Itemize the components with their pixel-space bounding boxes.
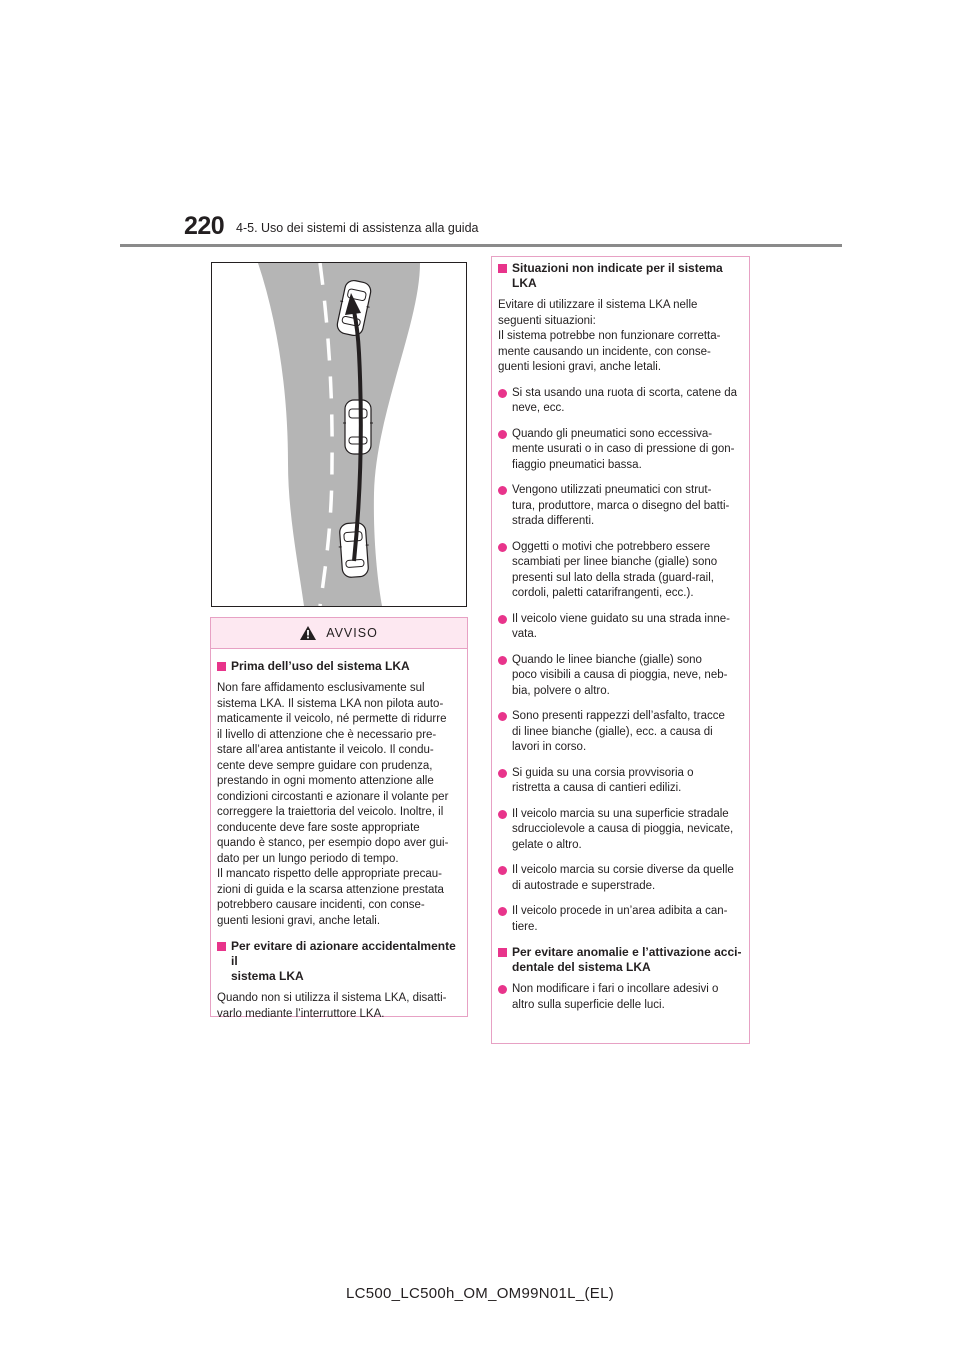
list-item — [498, 807, 743, 854]
pink-square-icon — [498, 264, 507, 273]
list-item — [498, 483, 743, 530]
list-item-text: Il veicolo marcia su corsie diverse da quelle di autostrade e superstrade. — [512, 864, 734, 892]
warning-box — [210, 617, 468, 1020]
bullet-dot-icon — [498, 810, 507, 819]
list-item-text: Il veicolo viene guidato su una strada inne- vata. — [512, 612, 731, 640]
warning-triangle-icon — [300, 626, 316, 640]
warning-header — [211, 618, 467, 649]
list-item — [498, 612, 743, 643]
list-item-text: Il veicolo marcia su una superficie stradale sdrucciolevole a causa di pioggia, nevicate, gelate o altro. — [512, 807, 734, 851]
warning-heading-text: Prima dell’uso del sistema LKA — [231, 659, 410, 673]
list-item-text: Vengono utilizzati pneumatici con strut- tura, produttore, marca o disegno del batti- strada differenti. — [512, 484, 730, 527]
list-item-text: Non modificare i fari o incollare adesivi o altro sulla superficie delle luci. — [512, 983, 719, 1011]
lka-illustration — [211, 262, 467, 607]
car-icon — [343, 400, 373, 454]
warning-heading-text: Per evitare di azionare accidentalmente il sistema LKA — [231, 939, 456, 983]
bullet-dot-icon — [498, 656, 507, 665]
list-item — [498, 904, 743, 935]
list-item — [498, 709, 743, 756]
list-item-text: Quando gli pneumatici sono eccessiva- mente usurati o in caso di pressione di gon- fiaggio pneumatici bassa. — [512, 427, 735, 471]
warning-body — [211, 649, 467, 1022]
warning-heading — [217, 939, 461, 984]
list-item-text: Oggetti o motivi che potrebbero essere scambiati per linee bianche (gialle) sono presenti sul lato della strada (guard-rail, cordoli, paletti catarifrangenti, ecc.). — [512, 540, 718, 599]
bullet-dot-icon — [498, 615, 507, 624]
list-item — [498, 427, 743, 474]
warning-paragraph: Non fare affidamento esclusivamente sul sistema LKA. Il sistema LKA non pilota auto- maticamente il veicolo, né permette di ridurre il livello di attenzione che è necessario pre- stare all’area antistante il veicolo. Il condu- cente deve sempre guidare con prudenza, prestando in ogni momento attenzione alle condizioni circostanti e azionare il volante per correggere la traiettoria del veicolo. Inoltre, il conducente deve fare soste appropriate quando è stanco, per esempio dopo aver gui- dato per un lungo periodo di tempo. Il mancato rispetto delle appropriate precau- zioni di guida e la scarsa attenzione prestata potrebbero causare incidenti, con conse- guenti lesioni gravi, anche letali. — [217, 682, 449, 927]
bullet-dot-icon — [498, 430, 507, 439]
list-item — [498, 540, 743, 602]
bullet-dot-icon — [498, 769, 507, 778]
road-diagram — [212, 263, 466, 606]
document-code: LC500_LC500h_OM_OM99N01L_(EL) — [345, 1285, 615, 1302]
list-item-text: Quando le linee bianche (gialle) sono poco visibili a causa di pioggia, neve, neb- bia, polvere o altro. — [512, 653, 728, 697]
bullet-dot-icon — [498, 543, 507, 552]
page-number: 220 — [184, 212, 225, 240]
list-item — [498, 386, 743, 417]
list-item — [498, 863, 743, 894]
list-item-text: Si sta usando una ruota di scorta, catene da neve, ecc. — [512, 386, 738, 414]
section-title: 4-5. Uso dei sistemi di assistenza alla guida — [236, 221, 479, 235]
warning-paragraph: Quando non si utilizza il sistema LKA, disatti- varlo mediante l’interruttore LKA. — [217, 992, 447, 1020]
info-heading — [498, 945, 743, 975]
bullet-dot-icon — [498, 486, 507, 495]
list-item-text: Il veicolo procede in un’area adibita a can- tiere. — [512, 905, 728, 933]
list-item-text: Si guida su una corsia provvisoria o ristretta a causa di cantieri edilizi. — [512, 766, 694, 794]
pink-square-icon — [217, 942, 226, 951]
info-heading-text: Situazioni non indicate per il sistema LKA — [512, 261, 723, 290]
header-rule — [120, 244, 842, 247]
info-heading-text: Per evitare anomalie e l’attivazione acci- dentale del sistema LKA — [512, 945, 742, 974]
bullet-dot-icon — [498, 389, 507, 398]
info-box — [491, 256, 750, 1044]
list-item — [498, 982, 743, 1013]
bullet-dot-icon — [498, 985, 507, 994]
bullet-dot-icon — [498, 907, 507, 916]
warning-heading — [217, 659, 461, 674]
list-item — [498, 653, 743, 700]
info-intro: Evitare di utilizzare il sistema LKA nelle seguenti situazioni: Il sistema potrebbe non funzionare corretta- mente causando un incidente, con conse- guenti lesioni gravi, anche letali. — [498, 299, 721, 373]
warning-label: AVVISO — [326, 626, 378, 640]
pink-square-icon — [498, 948, 507, 957]
pink-square-icon — [217, 662, 226, 671]
list-item — [498, 766, 743, 797]
bullet-dot-icon — [498, 866, 507, 875]
bullet-dot-icon — [498, 712, 507, 721]
list-item-text: Sono presenti rappezzi dell’asfalto, tracce di linee bianche (gialle), ecc. a causa di lavori in corso. — [512, 710, 725, 753]
info-heading — [498, 261, 743, 291]
